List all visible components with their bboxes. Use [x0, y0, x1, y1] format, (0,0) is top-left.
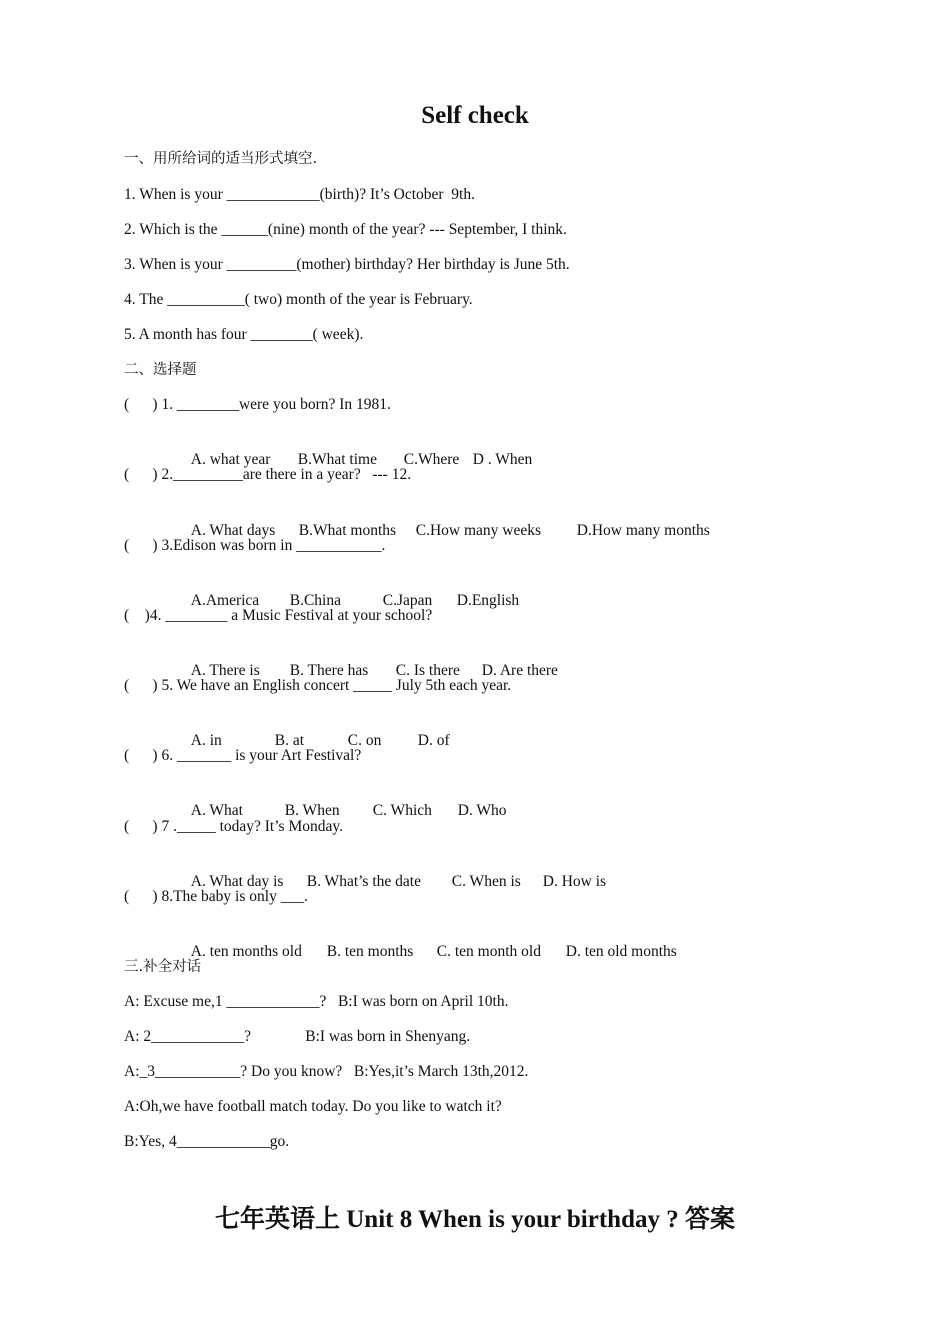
- question-8-stem: ( ) 8.The baby is only ___.: [124, 888, 308, 905]
- option-b: B.What months: [298, 522, 397, 539]
- fill-item-3: 3. When is your _________(mother) birthday? Her birthday is June 5th.: [124, 256, 570, 273]
- question-4-options: [183, 641, 558, 681]
- option-d: D . When: [472, 451, 533, 468]
- dialogue-line-1: A: Excuse me,1 ____________? B:I was born on April 10th.: [124, 993, 509, 1010]
- option-b: B. ten months: [326, 943, 414, 960]
- option-c: C. Which: [372, 802, 432, 819]
- option-d: D. Who: [457, 802, 507, 819]
- option-d: D.How many months: [576, 522, 710, 539]
- option-d: D. Are there: [481, 662, 558, 679]
- question-3-options: [183, 571, 519, 611]
- option-b: B.China: [289, 592, 341, 609]
- question-6-stem: ( ) 6. _______ is your Art Festival?: [124, 747, 362, 764]
- question-4-stem: ( )4. ________ a Music Festival at your school?: [124, 607, 433, 624]
- answer-title: 七年英语上 Unit 8 When is your birthday ? 答案: [215, 1206, 735, 1233]
- option-c: C.How many weeks: [415, 522, 542, 539]
- section2-heading: 二、选择题: [124, 362, 197, 378]
- question-2-stem: ( ) 2._________are there in a year? --- 12.: [124, 466, 412, 483]
- option-c: C. When is: [451, 873, 521, 890]
- dialogue-line-3: A:_3___________? Do you know? B:Yes,it’s March 13th,2012.: [124, 1063, 529, 1080]
- question-5-options: [183, 711, 450, 751]
- fill-item-1: 1. When is your ____________(birth)? It’s October 9th.: [124, 186, 475, 203]
- option-c: C.Japan: [382, 592, 433, 609]
- question-1-stem: ( ) 1. ________were you born? In 1981.: [124, 396, 391, 413]
- option-b: B. When: [284, 802, 340, 819]
- option-d: D. of: [417, 732, 450, 749]
- option-c: C. on: [347, 732, 382, 749]
- option-a: A. There is: [190, 662, 260, 679]
- option-b: B. What’s the date: [306, 873, 421, 890]
- question-5-stem: ( ) 5. We have an English concert _____ July 5th each year.: [124, 677, 512, 694]
- option-b: B. at: [274, 732, 305, 749]
- option-a: A.America: [190, 592, 260, 609]
- question-6-options: [183, 781, 507, 821]
- dialogue-line-5: B:Yes, 4____________go.: [124, 1133, 290, 1150]
- question-7-stem: ( ) 7 ._____ today? It’s Monday.: [124, 818, 343, 835]
- fill-item-4: 4. The __________( two) month of the year is February.: [124, 291, 473, 308]
- option-a: A. ten months old: [190, 943, 302, 960]
- option-a: A. What days: [190, 522, 276, 539]
- question-8-options: [183, 922, 677, 962]
- dialogue-line-4: A:Oh,we have football match today. Do you like to watch it?: [124, 1098, 502, 1115]
- question-1-options: [183, 430, 532, 470]
- option-c: C. Is there: [395, 662, 460, 679]
- question-2-options: [183, 501, 710, 541]
- dialogue-line-2: A: 2____________? B:I was born in Shenyang.: [124, 1028, 471, 1045]
- option-a: A. What day is: [190, 873, 284, 890]
- option-c: C. ten month old: [436, 943, 541, 960]
- option-a: A. what year: [190, 451, 271, 468]
- section1-heading: 一、用所给词的适当形式填空.: [124, 151, 318, 167]
- option-a: A. in: [190, 732, 222, 749]
- question-7-options: [183, 852, 606, 892]
- option-d: D. ten old months: [565, 943, 677, 960]
- option-b: B. There has: [289, 662, 369, 679]
- question-3-stem: ( ) 3.Edison was born in ___________.: [124, 537, 386, 554]
- page-title: Self check: [421, 102, 529, 129]
- option-a: A. What: [190, 802, 243, 819]
- section3-heading: 三.补全对话: [124, 959, 202, 975]
- fill-item-5: 5. A month has four ________( week).: [124, 326, 364, 343]
- option-b: B.What time: [297, 451, 377, 468]
- fill-item-2: 2. Which is the ______(nine) month of the year? --- September, I think.: [124, 221, 567, 238]
- option-d: D. How is: [542, 873, 607, 890]
- option-d: D.English: [456, 592, 520, 609]
- option-c: C.Where: [403, 451, 460, 468]
